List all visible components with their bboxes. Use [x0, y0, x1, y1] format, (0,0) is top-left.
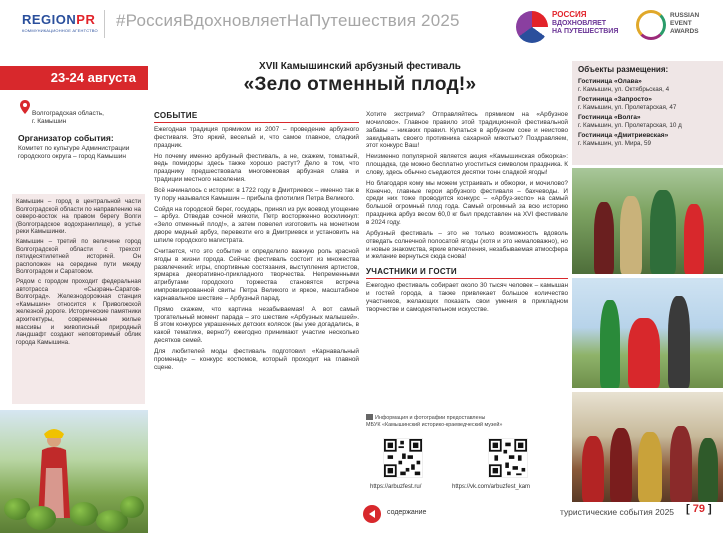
location-line-2: г. Камышин	[32, 118, 67, 125]
article-paragraph: Ежегодно фестиваль собирает около 30 тысяч человек – камышан и гостей города, а также привлекает большое количество участников, желающих показать свои умения в прикладном творчестве и самодеятельном искусстве.	[366, 282, 568, 313]
article-paragraph: Хотите экстрима? Отправляйтесь прямиком на «Арбузное мочилово». Главное правило этой традиционной фестивальной забавы – никаких правил. Купаться в арбузном соке и неистово закидывать своего противника сахарной мякотью? Поздравляем, этот конкурс Ваш!	[366, 111, 568, 150]
hotel-address: г. Камышин, ул. Пролетарская, 47	[578, 104, 677, 111]
accommodation-box	[572, 61, 723, 165]
awards-ring-icon	[636, 10, 666, 40]
logo-region-sub: КОММУНИКАЦИОННОЕ АГЕНТСТВО	[22, 28, 98, 33]
costumed-figure	[670, 426, 692, 502]
article-paragraph: Всё начиналось с истории: в 1722 году в Дмитриевск – именно так в ту пору назывался Камышин – прибыла флотилия Петра Великого.	[154, 186, 359, 202]
qr-code-arbuzfest[interactable]	[383, 438, 423, 478]
costumed-figure	[638, 432, 662, 502]
article-column-1	[154, 111, 359, 374]
article	[150, 56, 570, 533]
article-paragraph: Но благодаря кому мы можем устраивать и обжорки, и мочилово? Конечно, главные герои арбузного фестиваля – бахчеводы. И среди них тоже проводится конкурс – «Арбуз-экспо» на самый большой огромный плод года. Самый огромный за всю историю праздника арбуз весом 60,0 кг был представлен на XVI фестивале в 2024 году.	[366, 179, 568, 226]
festival-photo-woman-with-melons	[0, 410, 148, 533]
costumed-figure	[620, 196, 642, 274]
location-pin-icon	[20, 100, 30, 114]
accommodation-heading: Объекты размещения:	[578, 65, 669, 74]
photo-credit-line-2: МБУК «Камышинский историко-краеведческий музей»	[366, 421, 503, 428]
article-paragraph: Сойдя на городской берег, государь, принял из рук воевод угощение – арбуз. Отведав сочной мякоти, Петр восторженно воскликнул: «Зело отменный плод!», а затем повелел изготовить на монетном дворе медный арбуз, перевезти его в Дмитриевск и установить на шпиле городского магистрата.	[154, 205, 359, 244]
link-arbuzfest[interactable]: https://arbuzfest.ru/	[370, 484, 422, 490]
article-paragraph: Неизменно популярной является акция «Камышинская обжорка»: площадка, где можно бесплатно угоститься символом праздника. К слову, здесь обычно съедаются десятки тонн сладкой ягоды!	[366, 153, 568, 176]
hotel-name: Гостиница «Дмитриевская»	[578, 132, 669, 139]
page-bracket-open: [	[686, 503, 693, 515]
logo-region-a: REGION	[22, 12, 77, 27]
event-location	[32, 110, 104, 126]
accommodation-item	[578, 96, 717, 112]
festival-photo-performers	[572, 392, 723, 502]
logo-rea-2: EVENT	[670, 20, 692, 27]
left-sidebar	[0, 60, 148, 533]
contents-link[interactable]	[363, 505, 463, 523]
accommodation-item	[578, 132, 717, 148]
page-header	[0, 0, 723, 56]
article-paragraph: Арбузный фестиваль – это не только возможность вдоволь отведать солнечной полосатой ягоды (хотя и это немаловажно), но и новые знакомства, яркие впечатления, незабываемая атмосфера и желание вернуться сюда снова!	[366, 229, 568, 261]
russia-logo-mark-icon	[516, 11, 548, 43]
watermelon-icon	[70, 502, 98, 526]
article-column-2	[366, 111, 568, 317]
article-paragraph: Для любителей моды фестиваль подготовил «Карнавальный променад» – конкурс костюмов, который проходит на главной сцене.	[154, 347, 359, 371]
accommodation-item	[578, 114, 717, 130]
right-sidebar	[572, 56, 723, 533]
article-paragraph: Считается, что это событие и определило важную роль красной ягоды в жизни города. Сейчас фестиваль состоит из множества развлечений: игры, спортивные состязания, выступления артистов, ярмарка декоративно-прикладного творчества. Непременными атрибутами городского торжества становятся встреча импровизированной свиты Петра Великого и яркое, масштабное карнавальное шествие – Арбузный парад.	[154, 247, 359, 302]
hotel-name: Гостиница «Волга»	[578, 114, 641, 121]
hotel-address: г. Камышин, ул. Мира, 59	[578, 140, 652, 147]
hotel-name: Гостиница «Запросто»	[578, 96, 652, 103]
city-info-paragraph: Рядом с городом проходит федеральная автотрасса «Сызрань-Саратов-Волгоград». Железнодорожная станция «Камышин» относится к Приволжской железной дороге. Исторические памятники архитектуры, современные жилые массивы и живописный природный ландшафт создают неповторимый облик города Камышина.	[16, 277, 141, 346]
hotel-name: Гостиница «Олава»	[578, 78, 642, 85]
qr-code-vk[interactable]	[488, 438, 528, 478]
logo-rea-1: RUSSIAN	[670, 12, 700, 19]
page-number	[686, 503, 712, 515]
page-number-value: 79	[692, 503, 705, 515]
russia-inspires-logo[interactable]	[516, 8, 620, 50]
section-heading-event: СОБЫТИЕ	[154, 111, 359, 123]
costumed-figure	[668, 296, 690, 388]
festival-photo-costumes	[572, 168, 723, 274]
article-paragraph: Но почему именно арбузный фестиваль, а не, скажем, томатный, ведь помидоры здесь также хорошо растут? Дело в том, что празднику предшествовала многовековая арбузная слава и традиции местного населения.	[154, 152, 359, 184]
photo-credit-note	[366, 414, 566, 428]
costumed-figure	[650, 190, 676, 274]
accommodation-item	[578, 78, 717, 94]
location-line-1: Волгоградская область,	[32, 110, 104, 117]
footer-section-name: туристические события 2025	[560, 507, 675, 517]
section-heading-participants: УЧАСТНИКИ И ГОСТИ	[366, 267, 568, 279]
russian-event-awards-logo[interactable]	[632, 8, 722, 50]
organizer-text: Комитет по культуре Администрации городского округа – город Камышин	[18, 145, 130, 160]
info-icon	[366, 414, 373, 420]
hashtag-heading: #РоссияВдохновляетНаПутешествия 2025	[116, 11, 460, 30]
logo-rea-3: AWARDS	[670, 28, 699, 35]
costumed-figure	[594, 202, 614, 274]
costumed-figure	[610, 428, 632, 502]
watermelon-icon	[26, 506, 56, 530]
article-title: «Зело отменный плод!»	[243, 74, 477, 95]
logo-russia-1: РОССИЯ	[552, 10, 587, 19]
costumed-figure	[600, 300, 620, 388]
photo-credit-line-1: Информация и фотографии предоставлены	[375, 415, 486, 421]
costumed-figure	[698, 438, 718, 502]
event-date: 23-24 августа	[0, 66, 148, 90]
hotel-address: г. Камышин, ул. Октябрьская, 4	[578, 86, 670, 93]
city-info-paragraph: Камышин – город в центральной части Волгоградской области по направлению на северо-восток на правом берегу Волги (Волгоградское водохранилище), в устье реки Камышинки.	[16, 198, 141, 236]
header-divider	[104, 10, 105, 38]
article-paragraph: Прямо скажем, что картина незабываемая! А вот самый трогательный момент парада – это шествие «Арбузных малышей». В этом конкурсе украшенных детских колясок (вы уже догадались, в какой тематике, верно?) ежегодно принимают участие несколько десятков семей.	[154, 305, 359, 345]
regionpr-logo[interactable]	[22, 12, 98, 33]
organizer-heading: Организатор события:	[18, 133, 114, 143]
article-paragraph: Ежегодная традиция прямиком из 2007 – проведение арбузного фестиваля. Это яркий, веселый и, что самое главное, сладкий праздник.	[154, 126, 359, 149]
city-info-paragraph: Камышин – третий по величине город Волгоградской области с трехсот пятидесятилетней историей. Он расположен на середине пути между Волгоградом и Саратовом.	[16, 237, 141, 276]
article-subtitle: XVII Камышинский арбузный фестиваль	[259, 61, 461, 72]
city-info-box	[12, 194, 145, 404]
logo-region-b: PR	[76, 12, 96, 27]
costumed-figure	[684, 204, 704, 274]
page-bracket-close: ]	[704, 503, 712, 515]
back-arrow-icon[interactable]	[363, 505, 381, 523]
hotel-address: г. Камышин, ул. Пролетарская, 10 д	[578, 122, 682, 129]
costumed-figure	[628, 318, 660, 388]
woman-figure-icon	[36, 428, 72, 518]
watermelon-icon	[120, 496, 144, 518]
festival-photo-parade	[572, 278, 723, 388]
contents-label[interactable]: содержание	[387, 509, 427, 516]
logo-russia-3: НА ПУТЕШЕСТВИЯ	[552, 28, 619, 35]
link-vk[interactable]: https://vk.com/arbuzfest_kam	[452, 484, 531, 490]
logo-russia-2: ВДОХНОВЛЯЕТ	[552, 20, 607, 27]
costumed-figure	[582, 436, 604, 502]
